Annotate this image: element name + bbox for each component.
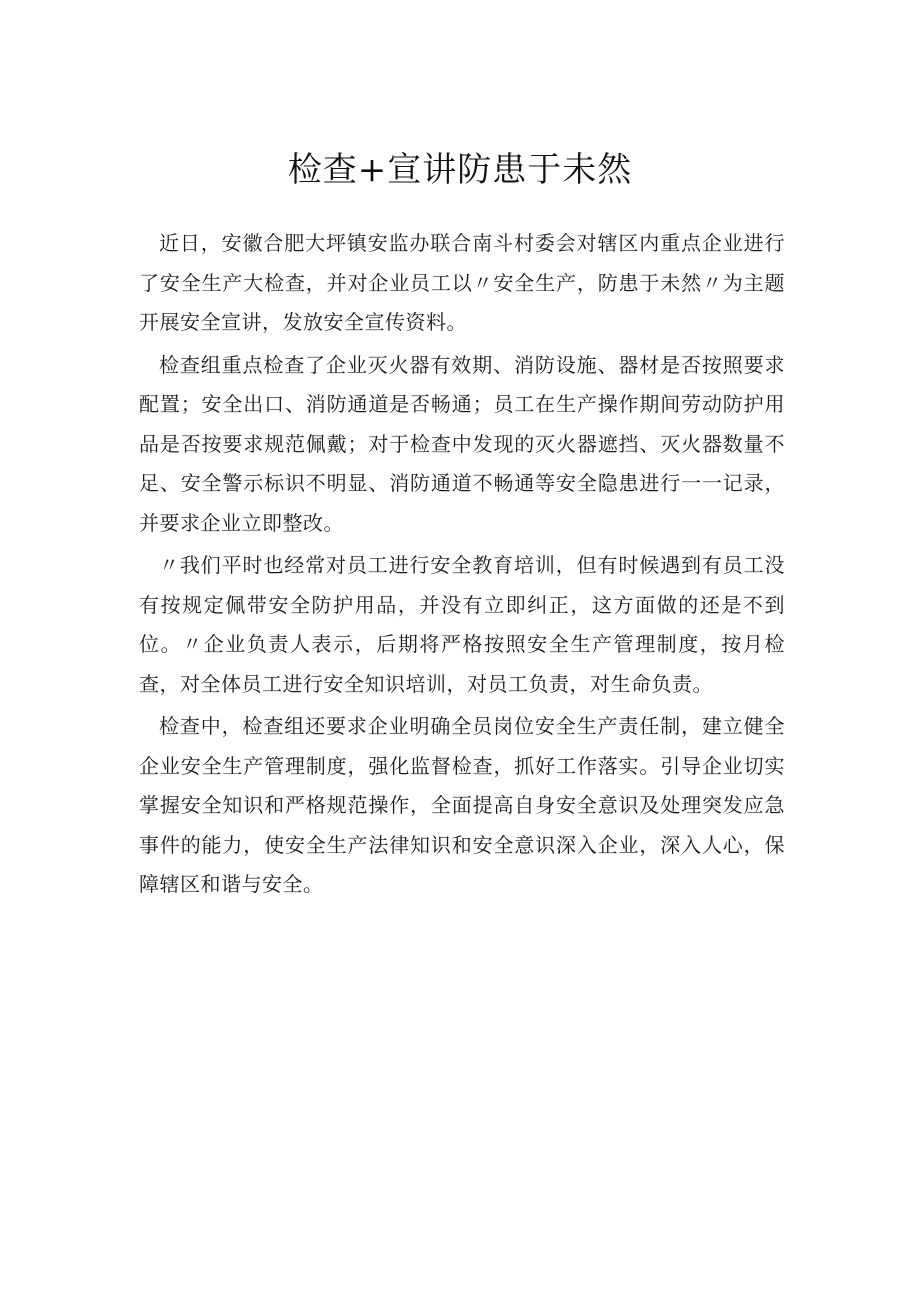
paragraph-1: 近日，安徽合肥大坪镇安监办联合南斗村委会对辖区内重点企业进行了安全生产大检查，并对企业员工以〃安全生产，防患于未然〃为主题开展安全宣讲，发放安全宣传资料。: [139, 231, 785, 334]
document-body: [139, 224, 785, 908]
paragraph-2: 检查组重点检查了企业灭火器有效期、消防设施、器材是否按照要求配置；安全出口、消防通道是否畅通；员工在生产操作期间劳动防护用品是否按要求规范佩戴；对于检查中发现的灭火器遮挡、灭火器数量不足、安全警示标识不明显、消防通道不畅通等安全隐患进行一一记录，并要求企业立即整改。: [139, 352, 785, 535]
paragraph-3: 〃我们平时也经常对员工进行安全教育培训，但有时候遇到有员工没有按规定佩带安全防护用品，并没有立即纠正，这方面做的还是不到位。〃企业负责人表示，后期将严格按照安全生产管理制度，按月检查，对全体员工进行安全知识培训，对员工负责，对生命负责。: [139, 553, 785, 696]
document-title: 检查+宣讲防患于未然: [287, 150, 633, 190]
paragraph-4: 检查中，检查组还要求企业明确全员岗位安全生产责任制，建立健全企业安全生产管理制度，强化监督检查，抓好工作落实。引导企业切实掌握安全知识和严格规范操作，全面提高自身安全意识及处理突发应急事件的能力，使安全生产法律知识和安全意识深入企业，深入人心，保障辖区和谐与安全。: [139, 714, 785, 896]
